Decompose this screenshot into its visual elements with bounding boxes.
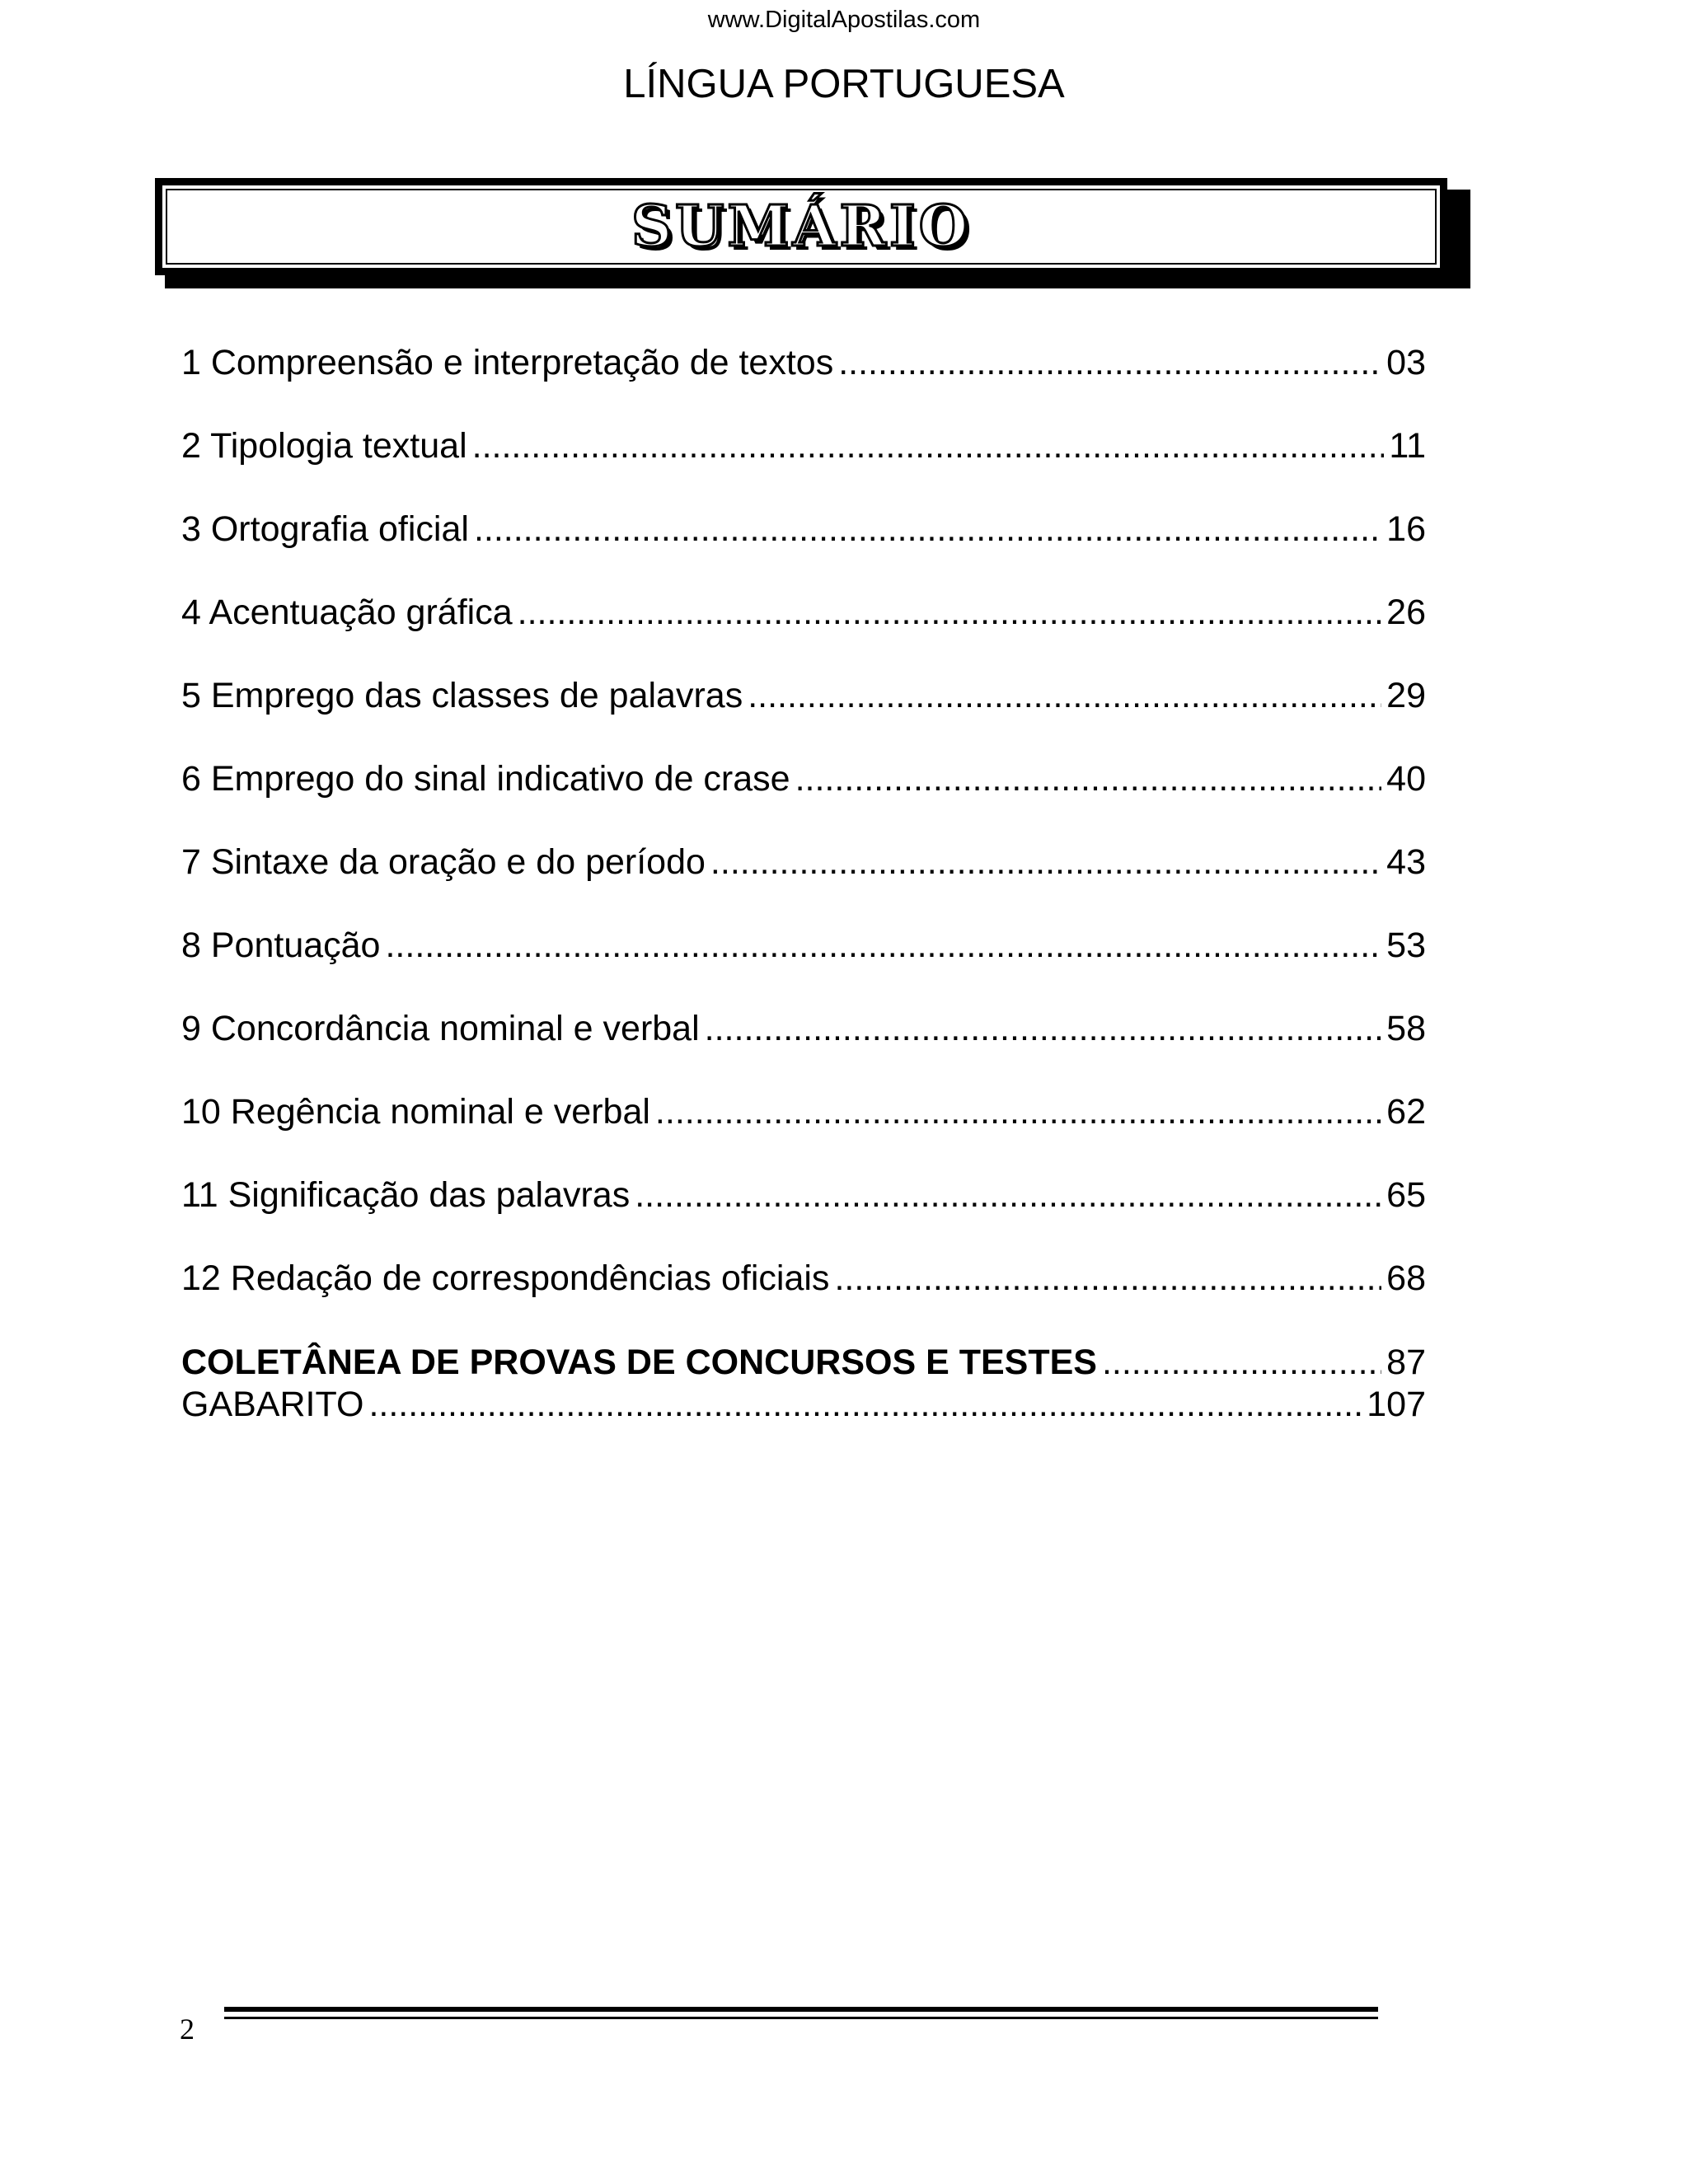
toc-dot-leader — [385, 922, 1381, 968]
toc-dot-leader — [705, 1005, 1382, 1052]
toc-entry-label: 10 Regência nominal e verbal — [181, 1092, 650, 1132]
toc-entry-4[interactable] — [181, 589, 1426, 635]
toc-entry-label: 2 Tipologia textual — [181, 426, 467, 466]
toc-entry-page: 53 — [1386, 926, 1426, 965]
toc-entry-page: 26 — [1386, 593, 1426, 632]
toc-entry-label: 1 Compreensão e interpretação de textos — [181, 343, 834, 382]
toc-dot-leader — [518, 589, 1382, 635]
toc-entry-page: 58 — [1386, 1009, 1426, 1048]
toc-entry-2[interactable] — [181, 423, 1426, 469]
toc-entry-label: 5 Emprego das classes de palavras — [181, 676, 743, 715]
toc-entry-label: COLETÂNEA DE PROVAS DE CONCURSOS E TESTES — [181, 1343, 1097, 1382]
toc-entry-page: 107 — [1367, 1385, 1426, 1424]
toc-entry-page: 65 — [1386, 1175, 1426, 1215]
toc-dot-leader — [795, 756, 1382, 802]
toc-entry-coletanea[interactable] — [181, 1339, 1426, 1385]
toc-entry-page: 62 — [1386, 1092, 1426, 1132]
toc-dot-leader — [834, 1255, 1381, 1301]
subject-title: LÍNGUA PORTUGUESA — [623, 62, 1065, 106]
toc-entry-page: 68 — [1386, 1258, 1426, 1298]
summary-title: SUMÁRIO — [631, 194, 971, 260]
toc-entry-5[interactable] — [181, 673, 1426, 719]
toc-dot-leader — [472, 423, 1385, 469]
toc-entry-label: 3 Ortografia oficial — [181, 509, 469, 549]
toc-dot-leader — [838, 340, 1381, 386]
toc-entry-label: 9 Concordância nominal e verbal — [181, 1009, 700, 1048]
toc-entry-label: 12 Redação de correspondências oficiais — [181, 1258, 830, 1298]
site-url[interactable]: www.DigitalApostilas.com — [707, 7, 981, 33]
toc-entry-7[interactable] — [181, 839, 1426, 885]
toc-entry-page: 29 — [1386, 676, 1426, 715]
toc-entry-10[interactable] — [181, 1089, 1426, 1135]
toc-entry-1[interactable] — [181, 340, 1426, 386]
toc-dot-leader — [368, 1381, 1362, 1427]
summary-title-box — [155, 178, 1447, 275]
toc-entry-label: 4 Acentuação gráfica — [181, 593, 513, 632]
toc-entry-label: GABARITO — [181, 1385, 364, 1424]
toc-entry-gabarito[interactable] — [181, 1381, 1426, 1427]
toc-dot-leader — [748, 673, 1381, 719]
toc-entry-page: 40 — [1386, 759, 1426, 799]
toc-entry-label: 11 Significação das palavras — [181, 1175, 631, 1215]
toc-entry-page: 03 — [1386, 343, 1426, 382]
footer-rule-thin — [224, 2017, 1378, 2019]
toc-entry-11[interactable] — [181, 1172, 1426, 1218]
toc-entry-3[interactable] — [181, 506, 1426, 552]
toc-dot-leader — [635, 1172, 1381, 1218]
footer-rule — [224, 2007, 1378, 2012]
toc-entry-page: 87 — [1386, 1343, 1426, 1382]
toc-dot-leader — [1102, 1339, 1381, 1385]
toc-entry-label: 6 Emprego do sinal indicativo de crase — [181, 759, 790, 799]
toc-entry-9[interactable] — [181, 1005, 1426, 1052]
toc-dot-leader — [474, 506, 1381, 552]
toc-entry-8[interactable] — [181, 922, 1426, 968]
toc-dot-leader — [710, 839, 1381, 885]
toc-entry-6[interactable] — [181, 756, 1426, 802]
toc-entry-label: 7 Sintaxe da oração e do período — [181, 842, 706, 882]
toc-entry-page: 11 — [1389, 426, 1426, 466]
toc-dot-leader — [655, 1089, 1381, 1135]
toc-entry-12[interactable] — [181, 1255, 1426, 1301]
toc-entry-page: 43 — [1386, 842, 1426, 882]
toc-entry-page: 16 — [1386, 509, 1426, 549]
summary-title-frame — [160, 183, 1442, 270]
toc-entry-label: 8 Pontuação — [181, 926, 381, 965]
footer-page-number: 2 — [180, 2013, 195, 2046]
